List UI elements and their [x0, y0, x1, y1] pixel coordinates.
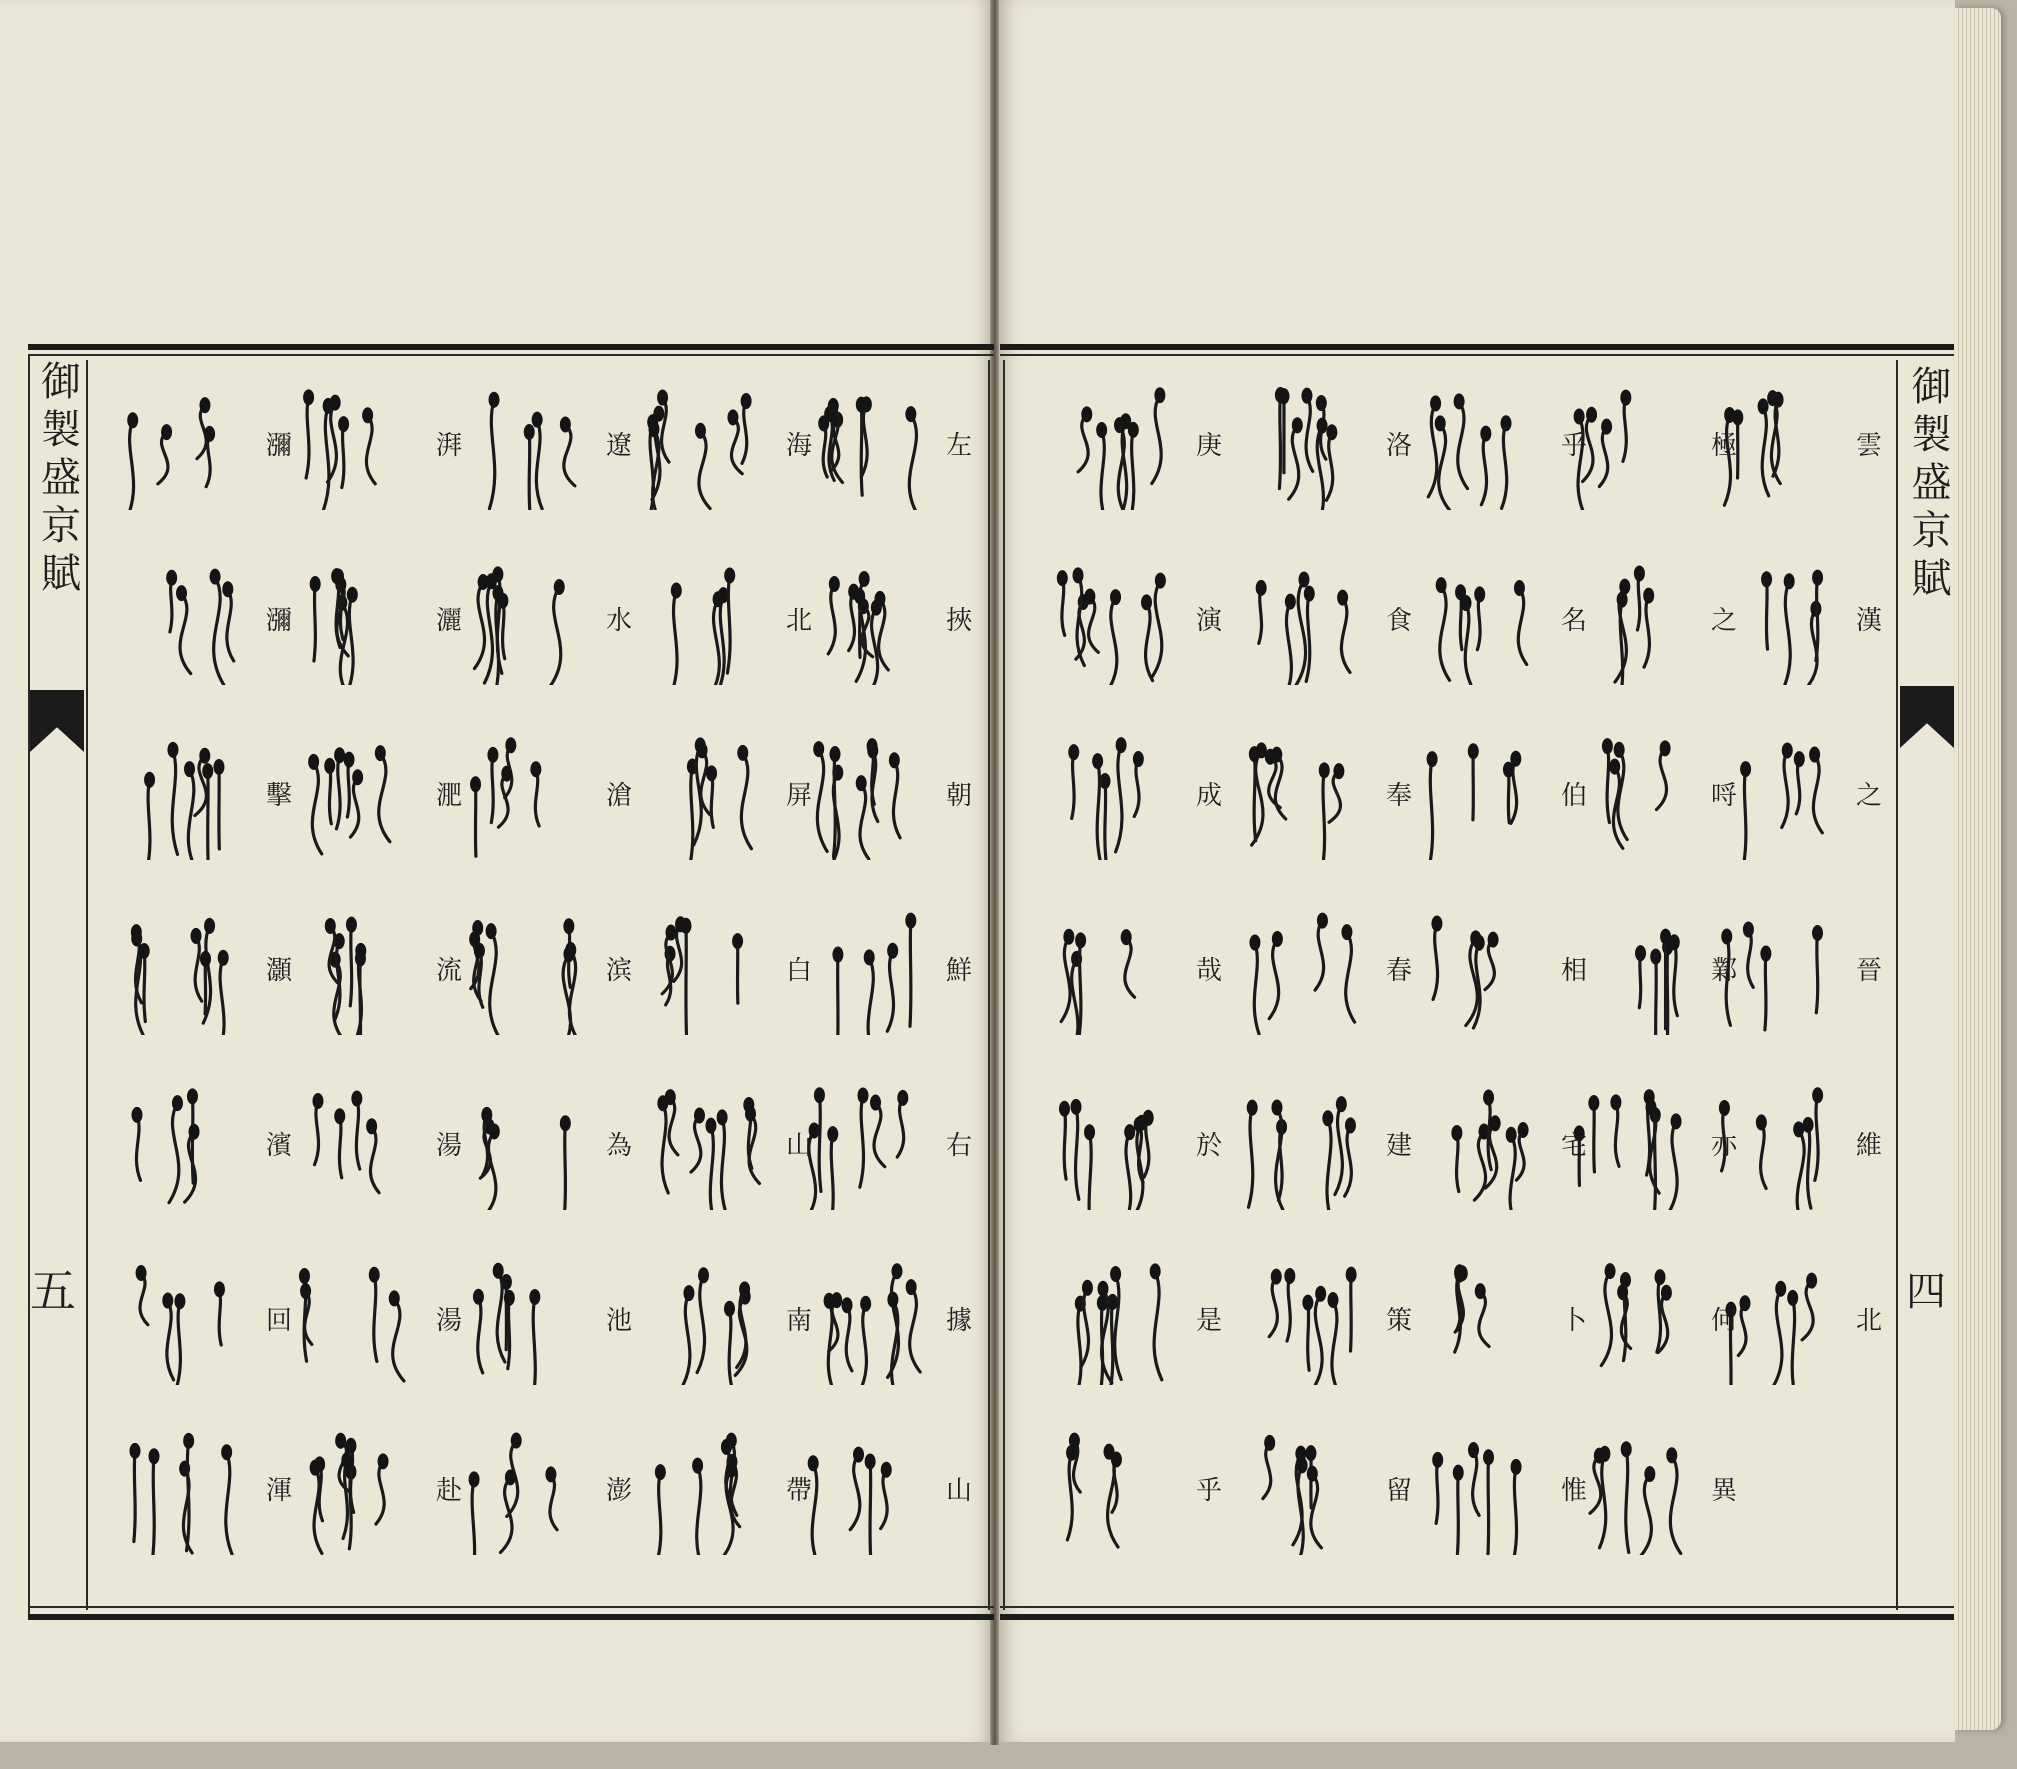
gloss-character: 池: [605, 1306, 632, 1336]
gloss-character: 北: [1855, 1306, 1882, 1336]
gloss-character: 洛: [1385, 431, 1412, 461]
gloss-character: 策: [1385, 1306, 1412, 1336]
seal-glyph: [460, 385, 590, 510]
seal-glyph: [640, 910, 770, 1035]
gloss-character: 何: [1710, 1306, 1737, 1336]
right-inner-frame: [1003, 360, 1005, 1610]
seal-glyph: [640, 735, 770, 860]
gloss-character: 之: [1710, 606, 1737, 636]
gloss-character: 成: [1195, 781, 1222, 811]
gloss-character: 維: [1855, 1131, 1882, 1161]
margin-title-left: [34, 360, 82, 680]
bottom-rule-thin-right: [1000, 1606, 1954, 1608]
seal-glyph: [460, 910, 590, 1035]
leaf-number-right: 四: [1906, 1269, 1946, 1315]
seal-glyph: [290, 1085, 420, 1210]
seal-glyph: [1050, 560, 1180, 685]
gloss-character: 帶: [785, 1476, 812, 1506]
seal-glyph: [460, 1085, 590, 1210]
seal-glyph: [640, 1260, 770, 1385]
gloss-character: 哷: [1710, 781, 1737, 811]
gloss-character: 澎: [605, 1476, 632, 1506]
gloss-character: 雲: [1855, 431, 1882, 461]
gloss-character: 回: [265, 1306, 292, 1336]
gloss-character: 據: [945, 1306, 972, 1336]
gloss-character: 淝: [435, 781, 462, 811]
gloss-character: 晉: [1855, 956, 1882, 986]
seal-glyph: [290, 910, 420, 1035]
gloss-character: 春: [1385, 956, 1412, 986]
seal-glyph: [460, 1260, 590, 1385]
gloss-character: 南: [785, 1306, 812, 1336]
gloss-character: 湃: [435, 431, 462, 461]
gloss-character: 乎: [1195, 1476, 1222, 1506]
seal-glyph: [1415, 1260, 1545, 1385]
seal-glyph: [460, 735, 590, 860]
gloss-character: 庚: [1195, 431, 1222, 461]
seal-glyph: [640, 1085, 770, 1210]
book-gutter: [990, 0, 999, 1745]
seal-glyph: [1240, 1085, 1370, 1210]
gloss-character: 山: [785, 1131, 812, 1161]
seal-glyph: [1050, 385, 1180, 510]
seal-glyph: [120, 910, 250, 1035]
bottom-rule-thin-left: [28, 1606, 994, 1608]
gloss-character: 滨: [605, 956, 632, 986]
seal-glyph: [290, 560, 420, 685]
gloss-character: 灝: [265, 956, 292, 986]
seal-glyph: [290, 385, 420, 510]
gloss-character: 漢: [1855, 606, 1882, 636]
top-rule-right: [1000, 344, 1954, 350]
gloss-character: 宅: [1560, 1131, 1587, 1161]
seal-glyph: [290, 1260, 420, 1385]
gloss-character: 鄴: [1710, 956, 1737, 986]
gloss-character: 湯: [435, 1131, 462, 1161]
gloss-character: 挾: [945, 606, 972, 636]
gloss-character: 極: [1710, 431, 1737, 461]
seal-glyph: [120, 1430, 250, 1555]
seal-glyph: [640, 1430, 770, 1555]
bottom-rule-left: [28, 1614, 994, 1620]
seal-glyph: [640, 560, 770, 685]
page-edges: [1955, 8, 2001, 1730]
right-margin-line: [1896, 360, 1898, 1610]
gloss-character: 屏: [785, 781, 812, 811]
gloss-character: 相: [1560, 956, 1587, 986]
seal-glyph: [460, 560, 590, 685]
seal-glyph: [1240, 1430, 1370, 1555]
gloss-character: 建: [1385, 1131, 1412, 1161]
margin-title-text: 御製盛京賦: [34, 360, 81, 600]
gloss-character: 擊: [265, 781, 292, 811]
gloss-character: 北: [785, 606, 812, 636]
gloss-character: 左: [945, 431, 972, 461]
gloss-character: 名: [1560, 606, 1587, 636]
gloss-character: 乎: [1560, 431, 1587, 461]
gloss-character: 鮮: [945, 956, 972, 986]
gloss-character: 瀰: [265, 606, 292, 636]
seal-glyph: [1240, 1260, 1370, 1385]
gloss-character: 山: [945, 1476, 972, 1506]
seal-glyph: [120, 1260, 250, 1385]
gloss-character: 赴: [435, 1476, 462, 1506]
seal-glyph: [1050, 910, 1180, 1035]
gloss-character: 惟: [1560, 1476, 1587, 1506]
gloss-character: 食: [1385, 606, 1412, 636]
gloss-character: 卜: [1560, 1306, 1587, 1336]
gloss-character: 水: [605, 606, 632, 636]
gloss-character: 右: [945, 1131, 972, 1161]
seal-glyph: [1415, 735, 1545, 860]
seal-glyph: [120, 1085, 250, 1210]
seal-glyph: [120, 385, 250, 510]
seal-glyph: [120, 735, 250, 860]
seal-glyph: [1050, 735, 1180, 860]
seal-glyph: [1415, 910, 1545, 1035]
gloss-character: 演: [1195, 606, 1222, 636]
seal-glyph: [120, 560, 250, 685]
seal-glyph: [1240, 735, 1370, 860]
seal-glyph: [1415, 385, 1545, 510]
margin-title-right: 御製盛京賦: [1905, 365, 1951, 605]
gloss-character: 渾: [265, 1476, 292, 1506]
gloss-character: 之: [1855, 781, 1882, 811]
top-rule-thin-left: [28, 354, 994, 356]
left-inner-frame: [988, 360, 990, 1610]
gloss-character: 滄: [605, 781, 632, 811]
seal-glyph: [1415, 560, 1545, 685]
leaf-number-left: 五: [30, 1264, 76, 1318]
gloss-character: 異: [1710, 1476, 1737, 1506]
gloss-character: 瀰: [265, 431, 292, 461]
gloss-character: 為: [605, 1131, 632, 1161]
seal-glyph: [1415, 1085, 1545, 1210]
gloss-character: 伯: [1560, 781, 1587, 811]
top-rule-thin-right: [1000, 354, 1954, 356]
gloss-character: 於: [1195, 1131, 1222, 1161]
seal-glyph: [460, 1430, 590, 1555]
gloss-character: 濱: [265, 1131, 292, 1161]
seal-glyph: [1050, 1260, 1180, 1385]
seal-glyph: [1240, 910, 1370, 1035]
gloss-character: 海: [785, 431, 812, 461]
gloss-character: 湯: [435, 1306, 462, 1336]
gloss-character: 留: [1385, 1476, 1412, 1506]
seal-glyph: [1415, 1430, 1545, 1555]
gloss-character: 流: [435, 956, 462, 986]
seal-glyph: [1050, 1430, 1180, 1555]
gloss-character: 哉: [1195, 956, 1222, 986]
gloss-character: 亦: [1710, 1131, 1737, 1161]
seal-glyph: [640, 385, 770, 510]
gloss-character: 朝: [945, 781, 972, 811]
seal-glyph: [1050, 1085, 1180, 1210]
seal-glyph: [290, 735, 420, 860]
seal-glyph: [1240, 385, 1370, 510]
top-rule-left: [28, 344, 994, 350]
gloss-character: 遼: [605, 431, 632, 461]
bottom-rule-right: [1000, 1614, 1954, 1620]
gloss-character: 奉: [1385, 781, 1412, 811]
gloss-character: 灑: [435, 606, 462, 636]
gloss-character: 白: [785, 956, 812, 986]
seal-glyph: [1240, 560, 1370, 685]
gloss-character: 是: [1195, 1306, 1222, 1336]
seal-glyph: [290, 1430, 420, 1555]
